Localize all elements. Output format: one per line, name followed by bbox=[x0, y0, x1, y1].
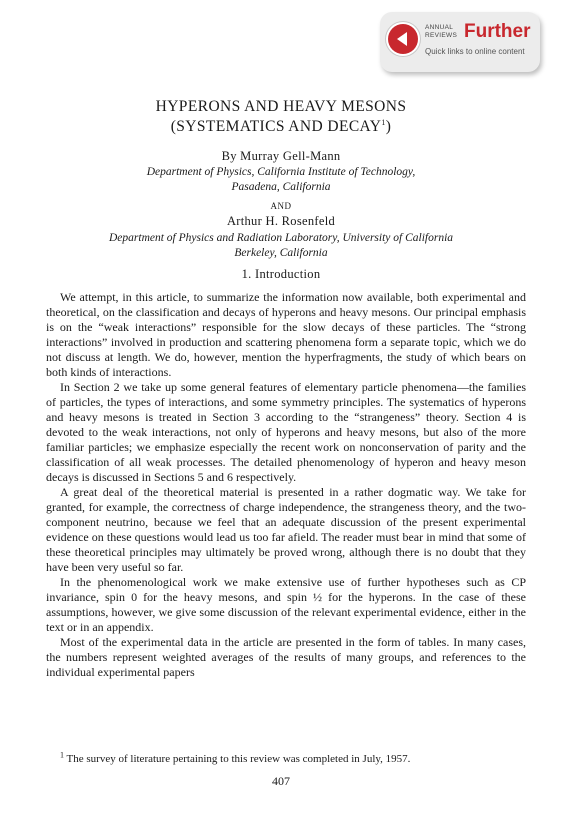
author-2-affiliation-1: Department of Physics and Radiation Laboratory, University of California bbox=[108, 232, 454, 244]
title-footnote-marker: 1 bbox=[381, 117, 386, 127]
title-line-1: HYPERONS AND HEAVY MESONS bbox=[155, 98, 407, 115]
back-arrow-icon bbox=[388, 24, 418, 54]
footnote-marker: 1 bbox=[60, 750, 64, 760]
banner-annual: ANNUAL bbox=[425, 24, 454, 31]
paragraph-5: Most of the experimental data in the article are presented in the form of tables. In many cases, the numbers represent weighted averages of the results of many groups, and references to the individual experimental papers bbox=[46, 635, 526, 679]
and-separator: AND bbox=[270, 201, 292, 211]
title-line-2 bbox=[0, 118, 562, 136]
page-number: 407 bbox=[272, 774, 290, 788]
author-1-affiliation-1: Department of Physics, California Institute of Technology, bbox=[146, 166, 416, 178]
further-banner[interactable] bbox=[380, 12, 540, 72]
author-1-affiliation-2: Pasadena, California bbox=[231, 181, 331, 193]
title-line-2-close: ) bbox=[385, 118, 392, 135]
author-2-affiliation-2: Berkeley, California bbox=[234, 247, 328, 259]
paragraph-1: We attempt, in this article, to summarize the information now available, both experimental and theoretical, on the classification and decays of hyperons and heavy mesons. Our principal emphasis is on the “weak interactions” responsible for the slow decays of these particles. The “strong interactions” involved in production and scattering phenomena form a separate topic, which we do not discuss at length. We do, however, mention the hyperfragments, the study of which bears on both kinds of interactions. bbox=[46, 290, 526, 379]
author-2: Arthur H. Rosenfeld bbox=[226, 214, 336, 228]
body-text bbox=[46, 290, 526, 680]
paragraph-2: In Section 2 we take up some general features of elementary particle phenomena—the families of particles, the types of interactions, and some symmetry principles. The systematics of hyperons and heavy mesons is treated in Section 3 according to the “strangeness” theory. Section 4 is devoted to the weak interactions, not only of hyperons and heavy mesons, but also of the more familiar particles; we emphasize especially the recent work on nonconservation of parity and the classification of all weak processes. The detailed phenomenology of hyperon and heavy meson decays is discussed in Sections 5 and 6 respectively. bbox=[46, 380, 526, 484]
banner-subtitle: Quick links to online content bbox=[425, 47, 525, 56]
author-1: By Murray Gell-Mann bbox=[221, 149, 341, 163]
footnote bbox=[46, 752, 526, 766]
banner-further: Further bbox=[464, 21, 531, 42]
paragraph-3: A great deal of the theoretical material is presented in a rather dogmatic way. We take for granted, for example, the correctness of charge independence, the strangeness theory, and the two-component neutrino, because we feel that an adequate discussion of the present experimental evidence on these questions would lead us too far afield. The reader must bear in mind that some of these theoretical principles may ultimately be proved wrong, although there is no doubt that they have been very useful so far. bbox=[46, 485, 526, 574]
title-line-2-text: (SYSTEMATICS AND DECAY bbox=[170, 118, 382, 135]
section-heading: 1. Introduction bbox=[241, 267, 321, 281]
paragraph-4: In the phenomenological work we make extensive use of further hypotheses such as CP invariance, spin 0 for the heavy mesons, and spin ½ for the hyperons. In the case of these assumptions, however, we give some discussion of the relevant experimental evidence, either in the text or in an appendix. bbox=[46, 575, 526, 634]
footnote-text: The survey of literature pertaining to this review was completed in July, 1957. bbox=[64, 753, 411, 765]
banner-reviews: REVIEWS bbox=[425, 31, 458, 39]
banner-publisher bbox=[425, 24, 461, 39]
